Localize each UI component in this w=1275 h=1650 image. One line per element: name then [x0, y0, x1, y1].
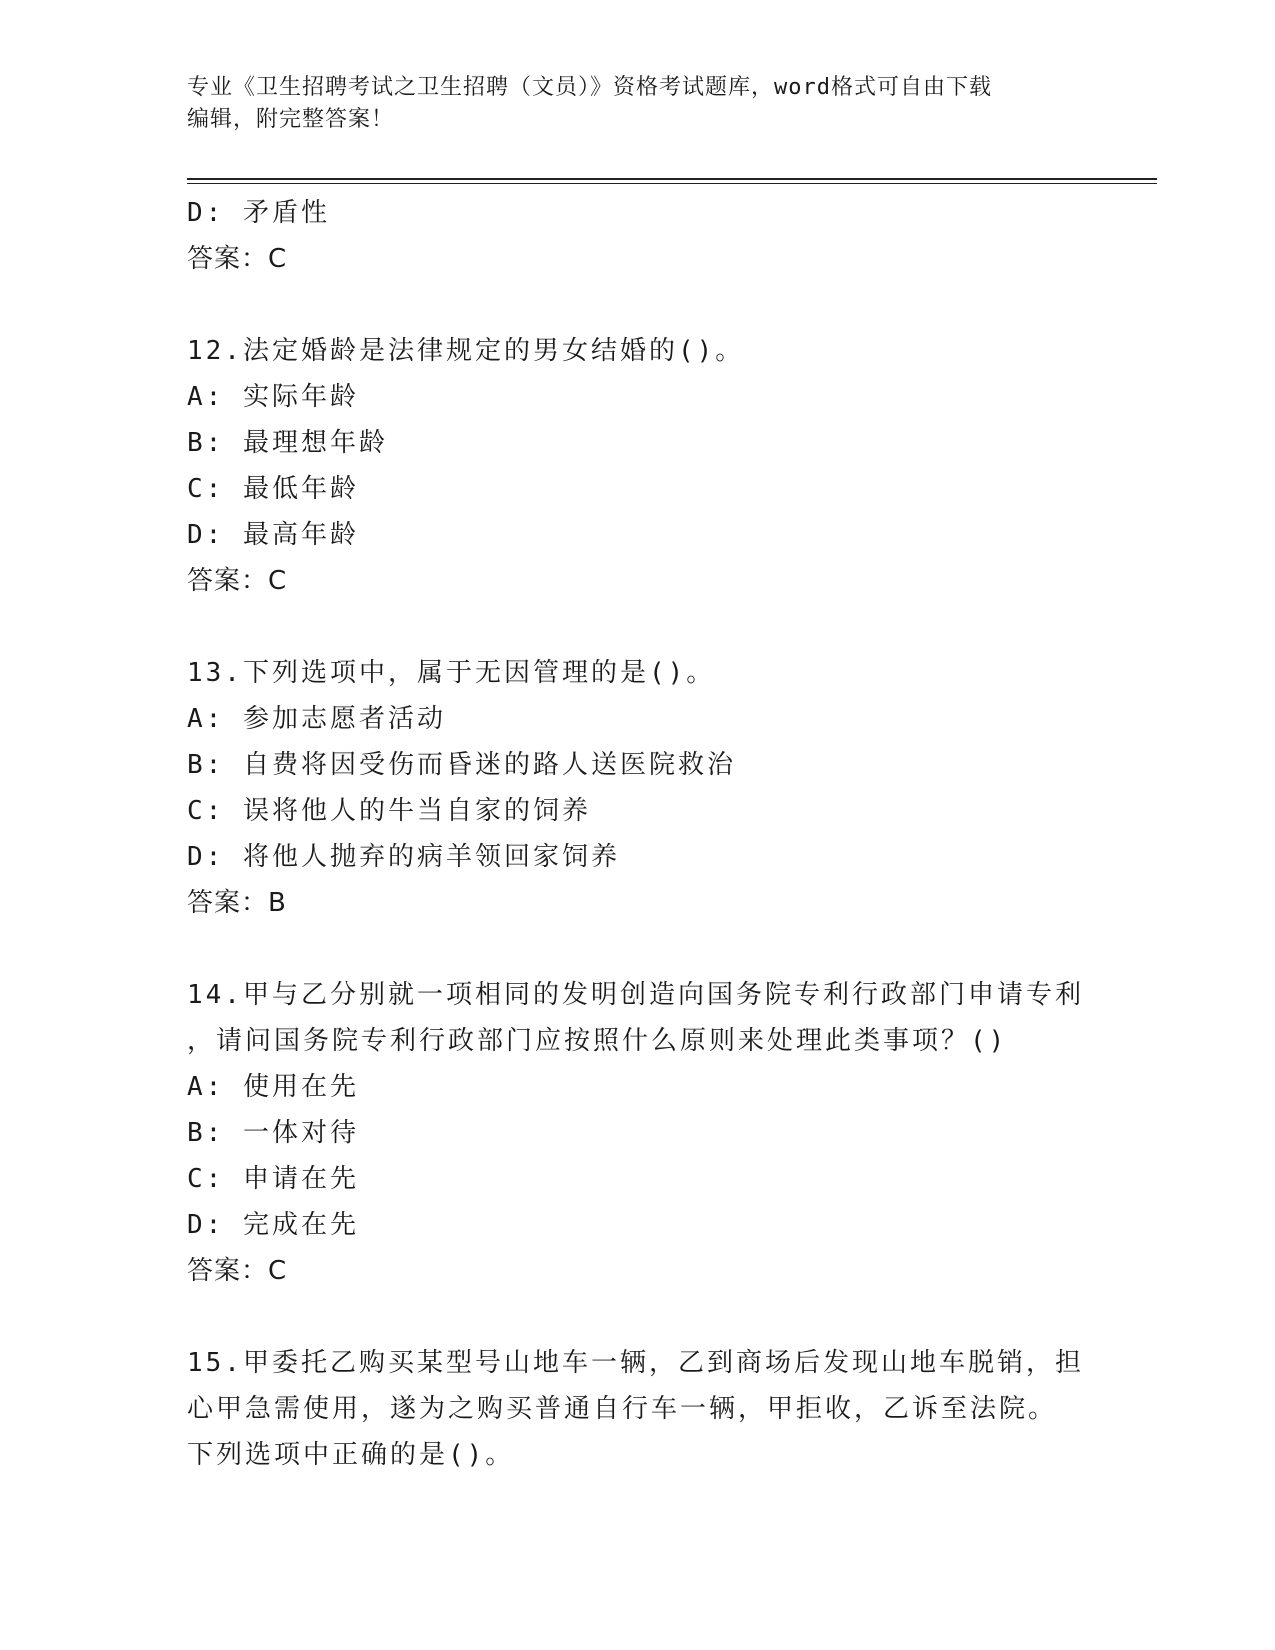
- question-text-line-3: 下列选项中正确的是()。: [187, 1440, 515, 1470]
- option-b: B: 一体对待: [187, 1118, 359, 1148]
- header-divider-thin: [187, 183, 1157, 184]
- question-text-line-1: 15.甲委托乙购买某型号山地车一辆，乙到商场后发现山地车脱销，担: [187, 1348, 1084, 1378]
- answer-line: 答案：B: [187, 888, 287, 918]
- spacer: [187, 1294, 1087, 1340]
- option-a: A: 使用在先: [187, 1072, 359, 1102]
- answer-line: 答案：C: [187, 1256, 288, 1286]
- question-block-13: [187, 650, 1087, 926]
- page-header: [187, 72, 1087, 136]
- option-c: C: 申请在先: [187, 1164, 359, 1194]
- option-b: B: 最理想年龄: [187, 428, 388, 458]
- spacer: [187, 282, 1087, 328]
- question-block-12: [187, 328, 1087, 604]
- header-line-1: 专业《卫生招聘考试之卫生招聘（文员）》资格考试题库，word格式可自由下载: [187, 75, 992, 100]
- spacer: [187, 926, 1087, 972]
- header-divider-thick: [187, 178, 1157, 180]
- spacer: [187, 604, 1087, 650]
- answer-line: 答案：C: [187, 244, 288, 274]
- option-d: D: 将他人抛弃的病羊领回家饲养: [187, 842, 620, 872]
- answer-line: 答案：C: [187, 566, 288, 596]
- question-block-14: [187, 972, 1087, 1294]
- question-text-line-1: 14.甲与乙分别就一项相同的发明创造向国务院专利行政部门申请专利: [187, 980, 1084, 1010]
- option-b: B: 自费将因受伤而昏迷的路人送医院救治: [187, 750, 736, 780]
- option-d: D: 最高年龄: [187, 520, 359, 550]
- question-text: 13.下列选项中，属于无因管理的是()。: [187, 658, 716, 688]
- document-content: [187, 190, 1087, 1478]
- option-a: A: 参加志愿者活动: [187, 704, 446, 734]
- question-text-line-2: 心甲急需使用，遂为之购买普通自行车一辆，甲拒收，乙诉至法院。: [187, 1394, 1058, 1424]
- question-text-line-2: ，请问国务院专利行政部门应按照什么原则来处理此类事项？(): [187, 1026, 1008, 1056]
- option-d: D: 矛盾性: [187, 198, 330, 228]
- option-c: C: 误将他人的牛当自家的饲养: [187, 796, 591, 826]
- question-block-15: [187, 1340, 1087, 1478]
- question-text: 12.法定婚龄是法律规定的男女结婚的()。: [187, 336, 745, 366]
- option-a: A: 实际年龄: [187, 382, 359, 412]
- header-line-2: 编辑，附完整答案！: [187, 107, 395, 132]
- option-c: C: 最低年龄: [187, 474, 359, 504]
- option-d: D: 完成在先: [187, 1210, 359, 1240]
